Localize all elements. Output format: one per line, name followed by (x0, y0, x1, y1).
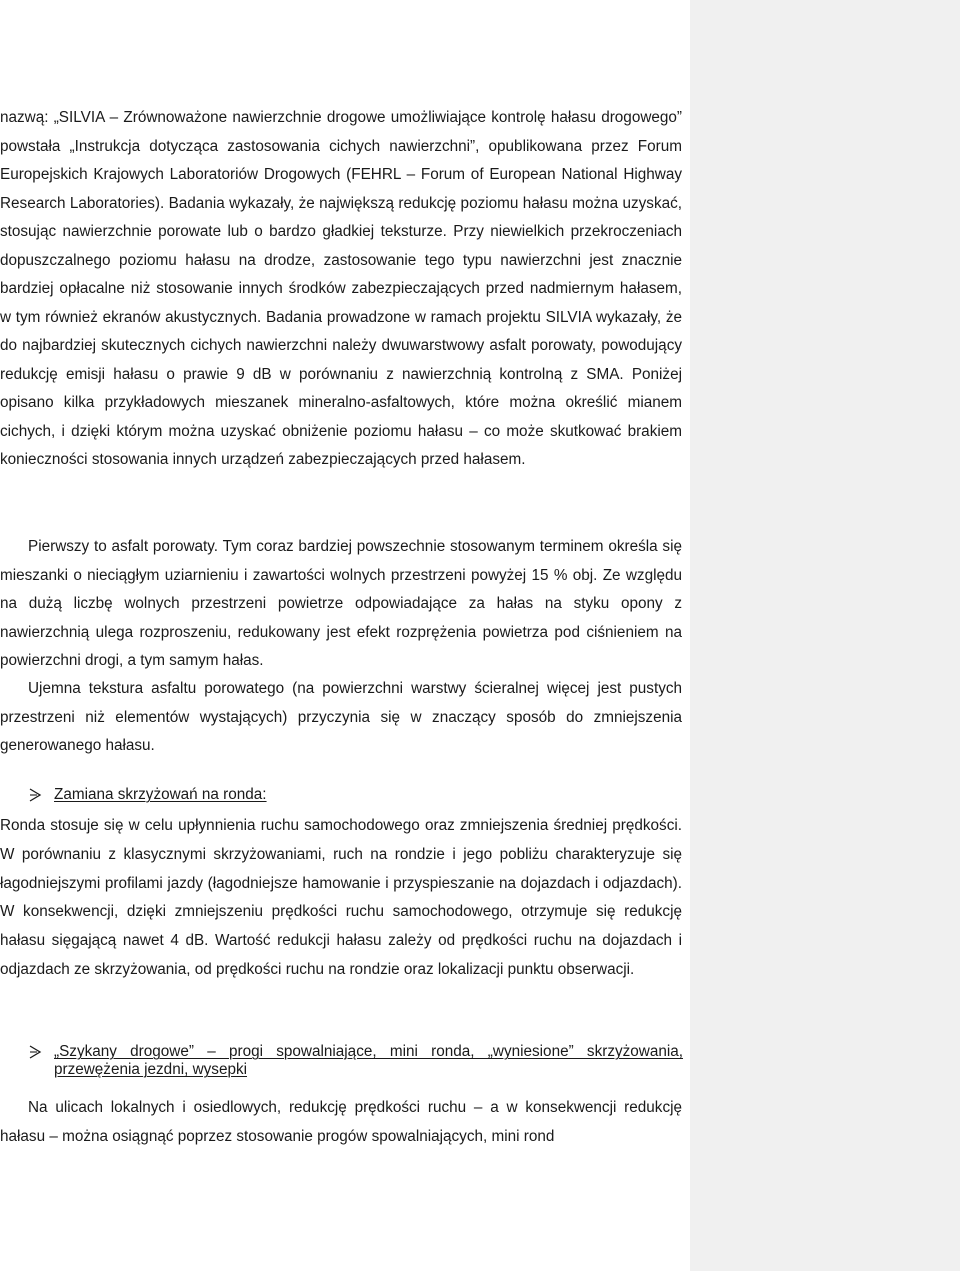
heading-roundabouts-text: Zamiana skrzyżowań na ronda: (54, 786, 267, 803)
paragraph-negative-texture: Ujemna tekstura asfaltu porowatego (na powierzchni warstwy ścieralnej więcej jest pustych przestrzeni niż elementów wystających) przyczynia się w znaczący sposób do zmniejszenia generowanego hałasu. (0, 680, 682, 754)
heading-traffic-calming (28, 1043, 683, 1079)
comment-margin-pane (690, 0, 960, 1271)
arrowhead-bullet-icon (28, 1043, 42, 1061)
paragraph-roundabouts: Ronda stosuje się w celu upłynnienia ruchu samochodowego oraz zmniejszenia średniej prędkości. W porównaniu z klasycznymi skrzyżowaniami, ruch na rondzie i jego pobliżu charakteryzuje się łagodniejszymi profilami jazdy (łagodniejsze hamowanie i przyspieszanie na dojazdach i odjazdach). W konsekwencji, dzięki zmniejszeniu prędkości ruchu samochodowego, otrzymuje się redukcję hałasu sięgającą nawet 4 dB. Wartość redukcji hałasu zależy od prędkości ruchu na dojazdach i odjazdach ze skrzyżowania, od prędkości ruchu na rondzie oraz lokalizacji punktu obserwacji. (0, 817, 682, 978)
heading-roundabouts (28, 786, 683, 804)
paragraph-local-streets: Na ulicach lokalnych i osiedlowych, redukcję prędkości ruchu – a w konsekwencji redukcję hałasu – można osiągnąć poprzez stosowanie progów spowalniających, mini rond (0, 1099, 682, 1145)
paragraph-porous-asphalt: Pierwszy to asfalt porowaty. Tym coraz bardziej powszechnie stosowanym terminem określa się mieszanki o nieciągłym uziarnieniu i zawartości wolnych przestrzeni powyżej 15 % obj. Ze względu na dużą liczbę wolnych przestrzeni powietrze odpowiadające za hałas na styku opony z nawierzchnią ulega rozproszeniu, redukowany jest efekt rozprężenia powietrza pod ciśnieniem na powierzchni drogi, a tym samym hałas. (0, 538, 682, 669)
heading-traffic-calming-text: „Szykany drogowe” – progi spowalniające, mini ronda, „wyniesione” skrzyżowania, przewężenia jezdni, wysepki (54, 1043, 683, 1078)
arrowhead-bullet-icon (28, 786, 42, 804)
paragraph-silvia-results: nazwą: „SILVIA – Zrównoważone nawierzchnie drogowe umożliwiające kontrolę hałasu drogowego” powstała „Instrukcja dotycząca zastosowania cichych nawierzchni”, opublikowana przez Forum Europejskich Krajowych Laboratoriów Drogowych (FEHRL – Forum of European National Highway Research Laboratories). Badania wykazały, że największą redukcję poziomu hałasu można uzyskać, stosując nawierzchnie porowate lub o bardzo gładkiej teksturze. Przy niewielkich przekroczeniach dopuszczalnego poziomu hałasu na drodze, zastosowanie tego typu nawierzchni jest znacznie bardziej opłacalne niż stosowanie innych środków zabezpieczających przed nadmiernym hałasem, w tym również ekranów akustycznych. Badania prowadzone w ramach projektu SILVIA wykazały, że do najbardziej skutecznych cichych nawierzchni należy dwuwarstwowy asfalt porowaty, powodujący redukcję emisji hałasu o prawie 9 dB w porównaniu z nawierzchnią kontrolną z SMA. Poniżej opisano kilka przykładowych mieszanek mineralno-asfaltowych, które można określić mianem cichych, i dzięki którym można uzyskać obniżenie poziomu hałasu – co może skutkować brakiem konieczności stosowania innych urządzeń zabezpieczających przed hałasem. (0, 109, 682, 468)
